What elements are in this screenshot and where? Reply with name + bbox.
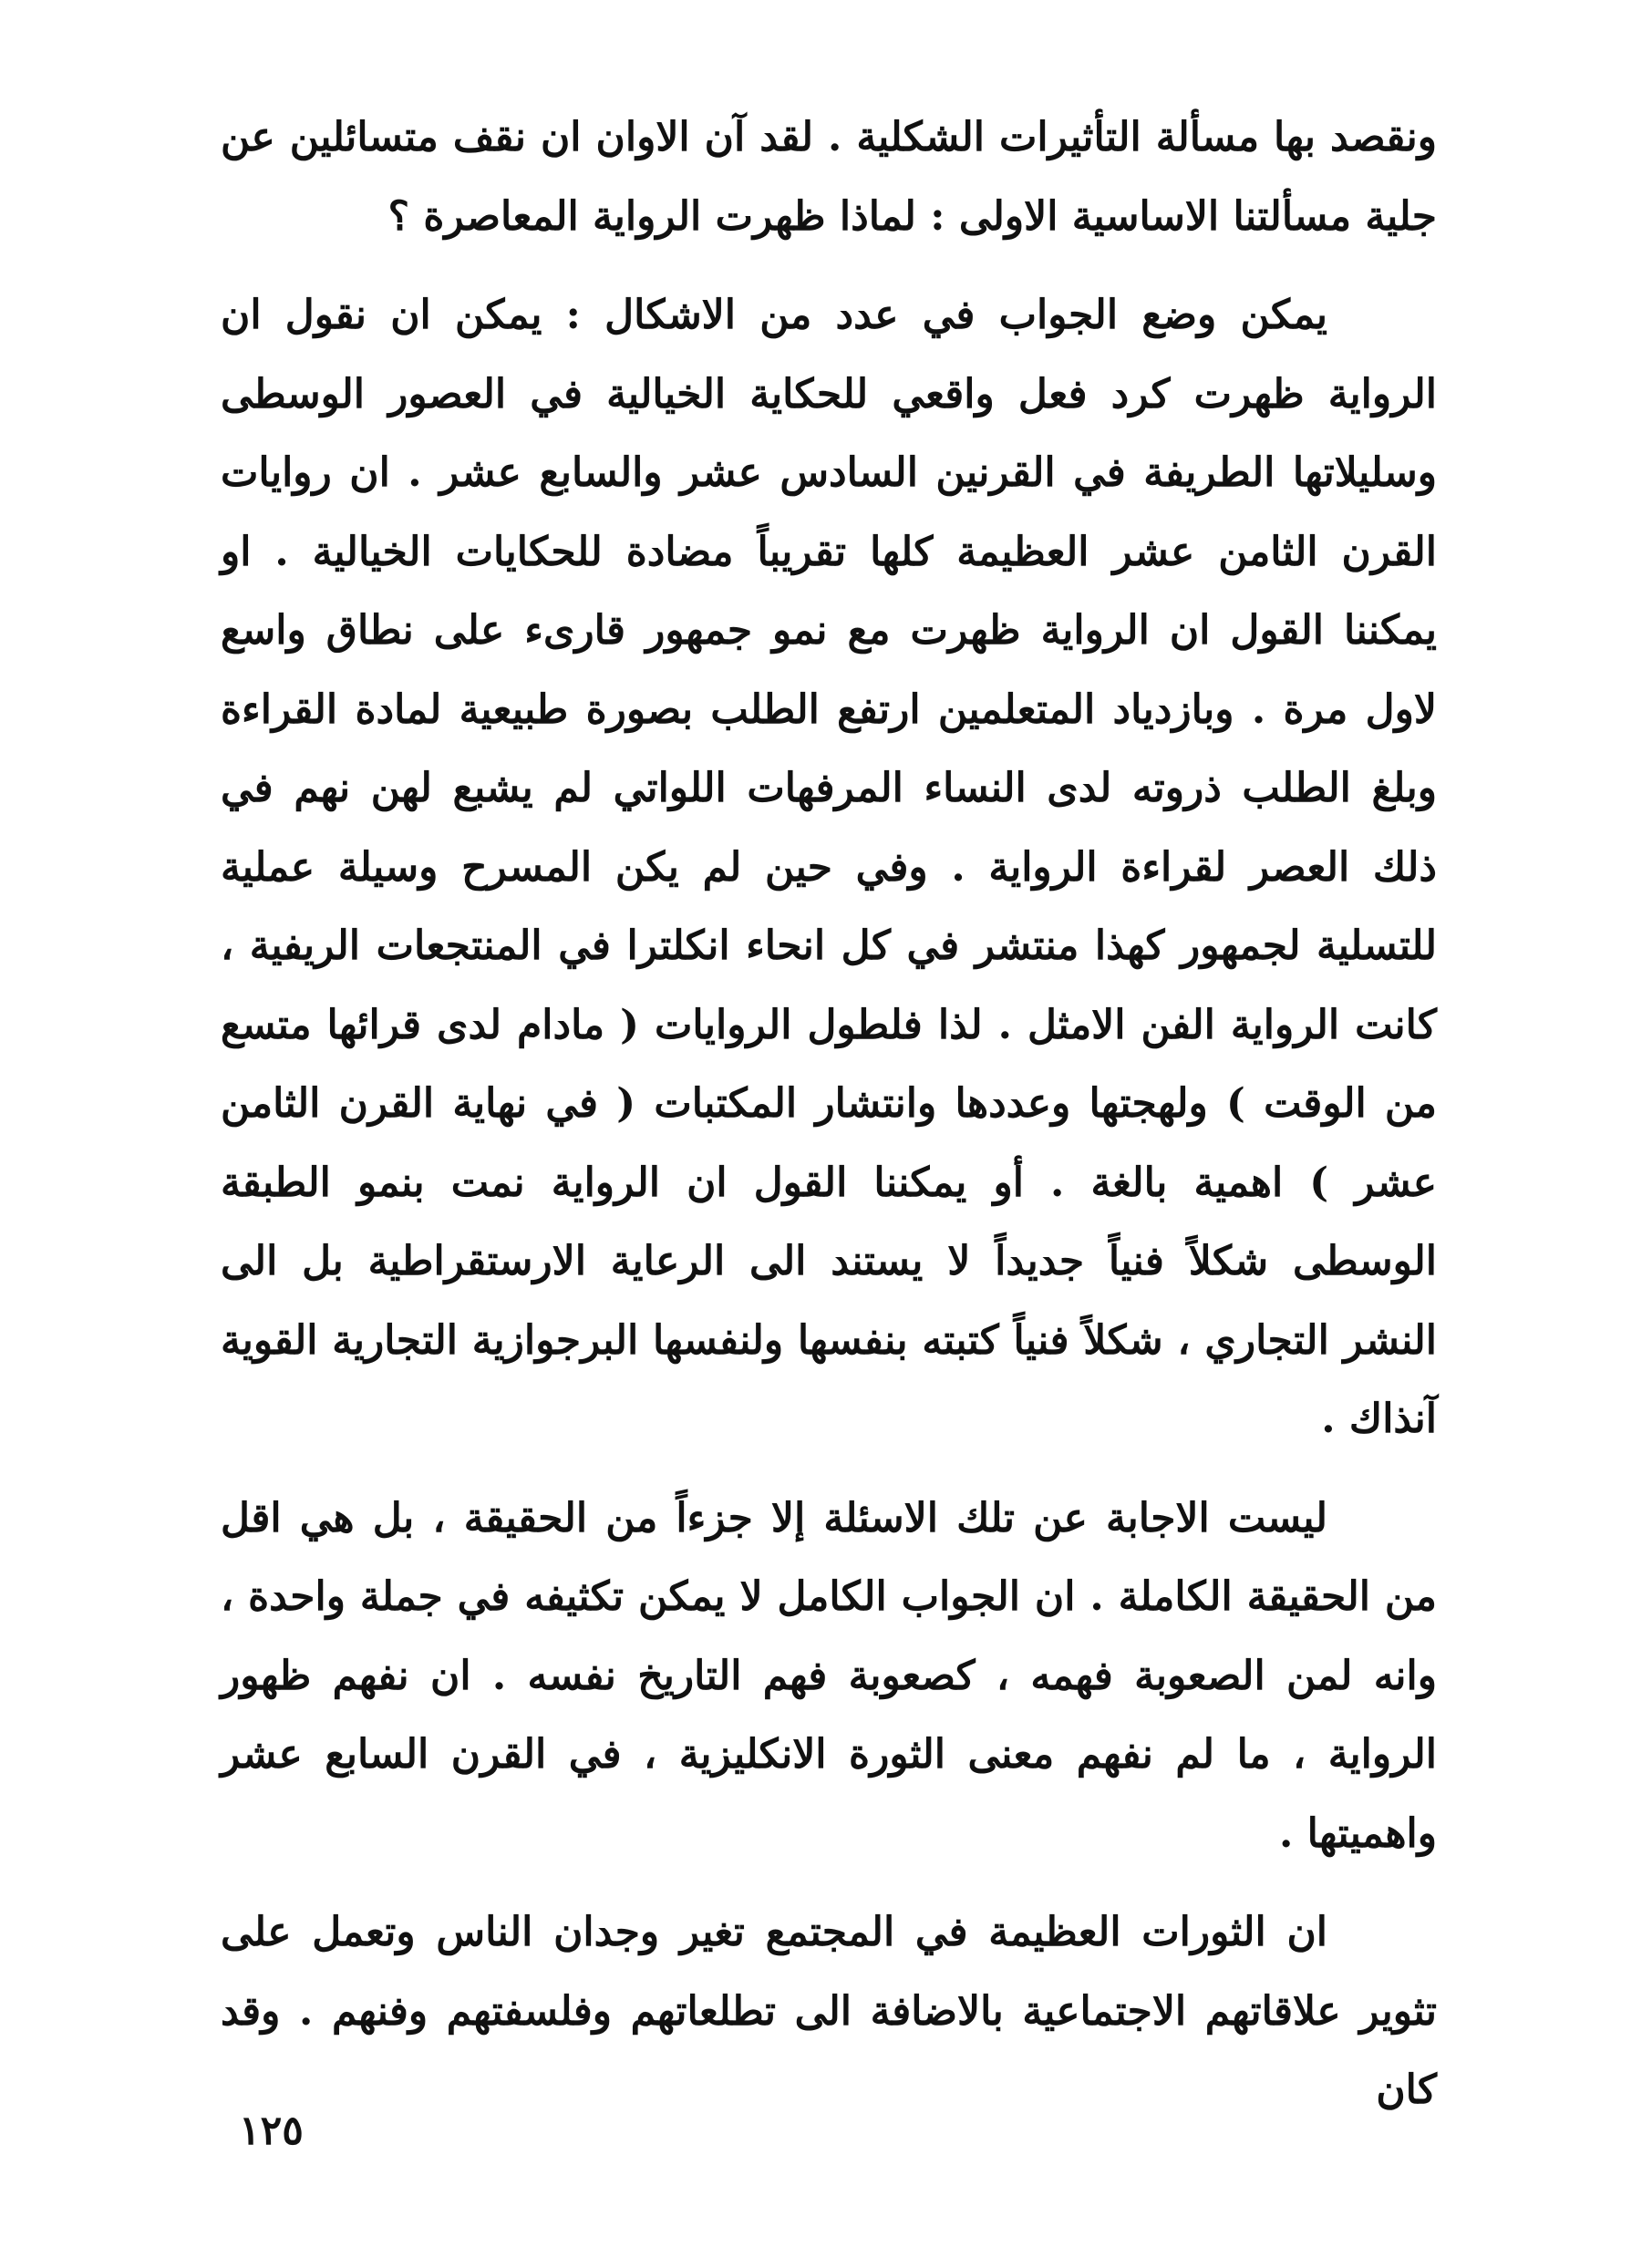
paragraph-4: ان الثورات العظيمة في المجتمع تغير وجدان الناس وتعمل على تثوير علاقاتهم الاجتماعية بالاضافة الى تطلعاتهم وفلسفتهم وفنهم . وقد كان xyxy=(221,1909,1437,2113)
paragraph-3: ليست الاجابة عن تلك الاسئلة إلا جزءاً من الحقيقة ، بل هي اقل من الحقيقة الكاملة . ان الجواب الكامل لا يمكن تكثيفه في جملة واحدة ، وانه لمن الصعوبة فهمه ، كصعوبة فهم التاريخ نفسه . ان نفهم ظهور الرواية ، ما لم نفهم معنى الثورة الانكليزية ، في القرن السابع عشر واهميتها . xyxy=(221,1494,1437,1857)
body-text xyxy=(221,98,1437,2130)
paragraph-1: ونقصد بها مسألة التأثيرات الشكلية . لقد آن الاوان ان نقف متسائلين عن جلية مسألتنا الاساسية الاولى : لماذا ظهرت الرواية المعاصرة ؟ xyxy=(221,114,1437,240)
page-number: ١٢٥ xyxy=(239,2108,304,2154)
paragraph-2: يمكن وضع الجواب في عدد من الاشكال : يمكن ان نقول ان الرواية ظهرت كرد فعل واقعي للحكاية الخيالية في العصور الوسطى وسليلاتها الطريفة في القرنين السادس عشر والسابع عشر . ان روايات القرن الثامن عشر العظيمة كلها تقريباً مضادة للحكايات الخيالية . او يمكننا القول ان الرواية ظهرت مع نمو جمهور قارىء على نطاق واسع لاول مرة . وبازدياد المتعلمين ارتفع الطلب بصورة طبيعية لمادة القراءة وبلغ الطلب ذروته لدى النساء المرفهات اللواتي لم يشبع لهن نهم في ذلك العصر لقراءة الرواية . وفي حين لم يكن المسرح وسيلة عملية للتسلية لجمهور كهذا منتشر في كل انحاء انكلترا في المنتجعات الريفية ، كانت الرواية الفن الامثل . لذا فلطول الروايات ( مادام لدى قرائها متسع من الوقت ) ولهجتها وعددها وانتشار المكتبات ( في نهاية القرن الثامن عشر ) اهمية بالغة . أو يمكننا القول ان الرواية نمت بنمو الطبقة الوسطى شكلاً فنياً جديداً لا يستند الى الرعاية الارستقراطية بل الى النشر التجاري ، شكلاً فنياً كتبته بنفسها ولنفسها البرجوازية التجارية القوية آنذاك . xyxy=(221,292,1438,1442)
